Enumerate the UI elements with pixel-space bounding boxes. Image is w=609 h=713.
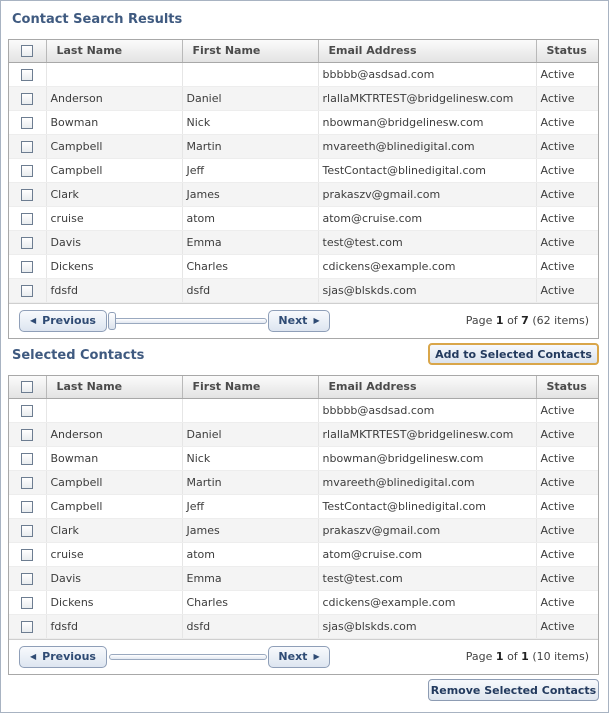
email-cell: bbbbb@asdsad.com [318, 62, 536, 86]
first-name-cell: Jeff [182, 158, 318, 182]
current-page: 1 [495, 313, 504, 327]
status-cell: Active [536, 446, 598, 470]
of-word: of [507, 313, 518, 327]
row-checkbox[interactable] [21, 141, 33, 153]
row-checkbox[interactable] [21, 237, 33, 249]
page-slider-track[interactable] [109, 318, 267, 324]
selected-contacts-title: Selected Contacts [12, 348, 145, 363]
row-checkbox-cell[interactable] [9, 566, 46, 590]
row-checkbox-cell[interactable] [9, 494, 46, 518]
first-name-cell: Martin [182, 134, 318, 158]
page-slider-track[interactable] [109, 654, 267, 660]
status-cell: Active [536, 566, 598, 590]
column-header-email[interactable]: Email Address [318, 376, 536, 398]
email-cell: mvareeth@blinedigital.com [318, 470, 536, 494]
status-cell: Active [536, 86, 598, 110]
next-page-button[interactable] [268, 646, 330, 668]
status-cell: Active [536, 422, 598, 446]
grid-header-row [9, 376, 598, 398]
email-cell: TestContact@blinedigital.com [318, 158, 536, 182]
table-row[interactable] [9, 158, 598, 182]
table-row[interactable] [9, 518, 598, 542]
email-cell: atom@cruise.com [318, 542, 536, 566]
row-checkbox-cell[interactable] [9, 590, 46, 614]
column-header-status[interactable]: Status [536, 40, 598, 62]
last-name-cell: Campbell [46, 158, 182, 182]
email-cell: test@test.com [318, 230, 536, 254]
row-checkbox-cell[interactable] [9, 518, 46, 542]
last-name-cell: Davis [46, 566, 182, 590]
first-name-cell [182, 398, 318, 422]
table-row[interactable] [9, 110, 598, 134]
first-name-cell: Nick [182, 110, 318, 134]
selected-contacts-grid [8, 375, 599, 675]
table-row[interactable] [9, 614, 598, 638]
first-name-cell: Emma [182, 230, 318, 254]
row-checkbox-cell[interactable] [9, 86, 46, 110]
row-checkbox[interactable] [21, 69, 33, 81]
previous-page-button[interactable] [19, 646, 107, 668]
row-checkbox-cell[interactable] [9, 254, 46, 278]
email-cell: sjas@blskds.com [318, 278, 536, 302]
status-cell: Active [536, 254, 598, 278]
first-name-cell: Daniel [182, 86, 318, 110]
row-checkbox-cell[interactable] [9, 158, 46, 182]
email-cell: cdickens@example.com [318, 254, 536, 278]
row-checkbox-cell[interactable] [9, 614, 46, 638]
email-cell: nbowman@bridgelinesw.com [318, 446, 536, 470]
email-cell: rlallaMKTRTEST@bridgelinesw.com [318, 422, 536, 446]
status-cell: Active [536, 278, 598, 302]
column-header-status[interactable]: Status [536, 376, 598, 398]
email-cell: atom@cruise.com [318, 206, 536, 230]
table-row[interactable] [9, 590, 598, 614]
row-checkbox[interactable] [21, 165, 33, 177]
email-cell: sjas@blskds.com [318, 614, 536, 638]
last-name-cell [46, 398, 182, 422]
last-name-cell: Clark [46, 518, 182, 542]
table-row[interactable] [9, 86, 598, 110]
search-results-title: Contact Search Results [12, 12, 183, 27]
row-checkbox[interactable] [21, 189, 33, 201]
status-cell: Active [536, 590, 598, 614]
column-header-last-name[interactable]: Last Name [46, 376, 182, 398]
last-name-cell: Campbell [46, 470, 182, 494]
search-results-pager [9, 303, 598, 338]
row-checkbox[interactable] [21, 573, 33, 585]
last-name-cell: Anderson [46, 422, 182, 446]
last-name-cell: cruise [46, 206, 182, 230]
status-cell: Active [536, 398, 598, 422]
last-name-cell: Bowman [46, 446, 182, 470]
table-row[interactable] [9, 470, 598, 494]
status-cell: Active [536, 542, 598, 566]
row-checkbox[interactable] [21, 405, 33, 417]
first-name-cell: Daniel [182, 422, 318, 446]
row-checkbox-cell[interactable] [9, 134, 46, 158]
previous-label: Previous [42, 650, 96, 663]
row-checkbox-cell[interactable] [9, 278, 46, 302]
status-cell: Active [536, 494, 598, 518]
first-name-cell: Emma [182, 566, 318, 590]
row-checkbox[interactable] [21, 549, 33, 561]
first-name-cell: atom [182, 206, 318, 230]
table-row[interactable] [9, 230, 598, 254]
first-name-cell: atom [182, 542, 318, 566]
first-name-cell: James [182, 182, 318, 206]
status-cell: Active [536, 62, 598, 86]
table-row[interactable] [9, 206, 598, 230]
status-cell: Active [536, 230, 598, 254]
status-cell: Active [536, 182, 598, 206]
status-cell: Active [536, 614, 598, 638]
arrow-right-icon: ▶ [313, 316, 320, 325]
row-checkbox-cell[interactable] [9, 422, 46, 446]
row-checkbox[interactable] [21, 501, 33, 513]
status-cell: Active [536, 110, 598, 134]
next-label: Next [278, 314, 308, 327]
row-checkbox-cell[interactable] [9, 398, 46, 422]
first-name-cell [182, 62, 318, 86]
row-checkbox[interactable] [21, 429, 33, 441]
status-cell: Active [536, 470, 598, 494]
row-checkbox[interactable] [21, 453, 33, 465]
search-results-grid [8, 39, 599, 339]
first-name-cell: Jeff [182, 494, 318, 518]
status-cell: Active [536, 518, 598, 542]
email-cell: prakaszv@gmail.com [318, 182, 536, 206]
page-word: Page [465, 313, 493, 327]
last-name-cell: Bowman [46, 110, 182, 134]
remove-selected-button[interactable]: Remove Selected Contacts [428, 679, 599, 701]
row-checkbox-cell[interactable] [9, 62, 46, 86]
last-name-cell: Campbell [46, 134, 182, 158]
of-word: of [507, 649, 518, 663]
grid-header-row [9, 40, 598, 62]
last-name-cell [46, 62, 182, 86]
next-page-button[interactable] [268, 310, 330, 332]
first-name-cell: dsfd [182, 614, 318, 638]
current-page: 1 [495, 649, 504, 663]
first-name-cell: dsfd [182, 278, 318, 302]
row-checkbox[interactable] [21, 117, 33, 129]
previous-label: Previous [42, 314, 96, 327]
row-checkbox[interactable] [21, 285, 33, 297]
first-name-cell: Charles [182, 590, 318, 614]
table-row[interactable] [9, 62, 598, 86]
email-cell: nbowman@bridgelinesw.com [318, 110, 536, 134]
last-name-cell: Anderson [46, 86, 182, 110]
first-name-cell: Charles [182, 254, 318, 278]
column-header-first-name[interactable]: First Name [182, 40, 318, 62]
table-row[interactable] [9, 542, 598, 566]
row-checkbox[interactable] [21, 213, 33, 225]
column-header-first-name[interactable]: First Name [182, 376, 318, 398]
search-results-body [9, 62, 598, 302]
select-all-checkbox[interactable] [21, 381, 33, 393]
email-cell: test@test.com [318, 566, 536, 590]
select-all-checkbox-cell[interactable] [9, 40, 46, 62]
page-info [466, 650, 589, 663]
status-cell: Active [536, 134, 598, 158]
previous-page-button[interactable] [19, 310, 107, 332]
last-name-cell: Dickens [46, 254, 182, 278]
add-to-selected-button[interactable]: Add to Selected Contacts [428, 343, 599, 365]
row-checkbox-cell[interactable] [9, 110, 46, 134]
table-row[interactable] [9, 254, 598, 278]
column-header-last-name[interactable]: Last Name [46, 40, 182, 62]
row-checkbox-cell[interactable] [9, 230, 46, 254]
email-cell: bbbbb@asdsad.com [318, 398, 536, 422]
page-word: Page [465, 649, 493, 663]
arrow-left-icon: ◀ [30, 316, 37, 325]
column-header-email[interactable]: Email Address [318, 40, 536, 62]
item-count: (10 items) [532, 649, 589, 663]
page-info [466, 314, 589, 327]
table-row[interactable] [9, 398, 598, 422]
table-row[interactable] [9, 446, 598, 470]
arrow-right-icon: ▶ [313, 652, 320, 661]
arrow-left-icon: ◀ [30, 652, 37, 661]
selected-contacts-body [9, 398, 598, 638]
table-row[interactable] [9, 566, 598, 590]
table-row[interactable] [9, 278, 598, 302]
table-row[interactable] [9, 494, 598, 518]
last-name-cell: Davis [46, 230, 182, 254]
first-name-cell: James [182, 518, 318, 542]
last-name-cell: fdsfd [46, 278, 182, 302]
first-name-cell: Martin [182, 470, 318, 494]
table-row[interactable] [9, 134, 598, 158]
last-name-cell: Campbell [46, 494, 182, 518]
table-row[interactable] [9, 422, 598, 446]
table-row[interactable] [9, 182, 598, 206]
email-cell: prakaszv@gmail.com [318, 518, 536, 542]
row-checkbox-cell[interactable] [9, 470, 46, 494]
last-name-cell: Dickens [46, 590, 182, 614]
select-all-checkbox[interactable] [21, 45, 33, 57]
email-cell: cdickens@example.com [318, 590, 536, 614]
row-checkbox[interactable] [21, 597, 33, 609]
item-count: (62 items) [532, 313, 589, 327]
total-pages: 1 [521, 649, 529, 663]
row-checkbox[interactable] [21, 93, 33, 105]
page-slider-thumb[interactable] [108, 312, 116, 330]
email-cell: mvareeth@blinedigital.com [318, 134, 536, 158]
row-checkbox[interactable] [21, 261, 33, 273]
next-label: Next [278, 650, 308, 663]
status-cell: Active [536, 158, 598, 182]
first-name-cell: Nick [182, 446, 318, 470]
last-name-cell: cruise [46, 542, 182, 566]
last-name-cell: fdsfd [46, 614, 182, 638]
email-cell: TestContact@blinedigital.com [318, 494, 536, 518]
row-checkbox[interactable] [21, 477, 33, 489]
row-checkbox-cell[interactable] [9, 446, 46, 470]
row-checkbox-cell[interactable] [9, 182, 46, 206]
last-name-cell: Clark [46, 182, 182, 206]
row-checkbox[interactable] [21, 525, 33, 537]
total-pages: 7 [521, 313, 529, 327]
row-checkbox[interactable] [21, 621, 33, 633]
selected-contacts-pager [9, 639, 598, 674]
row-checkbox-cell[interactable] [9, 206, 46, 230]
status-cell: Active [536, 206, 598, 230]
email-cell: rlallaMKTRTEST@bridgelinesw.com [318, 86, 536, 110]
row-checkbox-cell[interactable] [9, 542, 46, 566]
select-all-checkbox-cell[interactable] [9, 376, 46, 398]
